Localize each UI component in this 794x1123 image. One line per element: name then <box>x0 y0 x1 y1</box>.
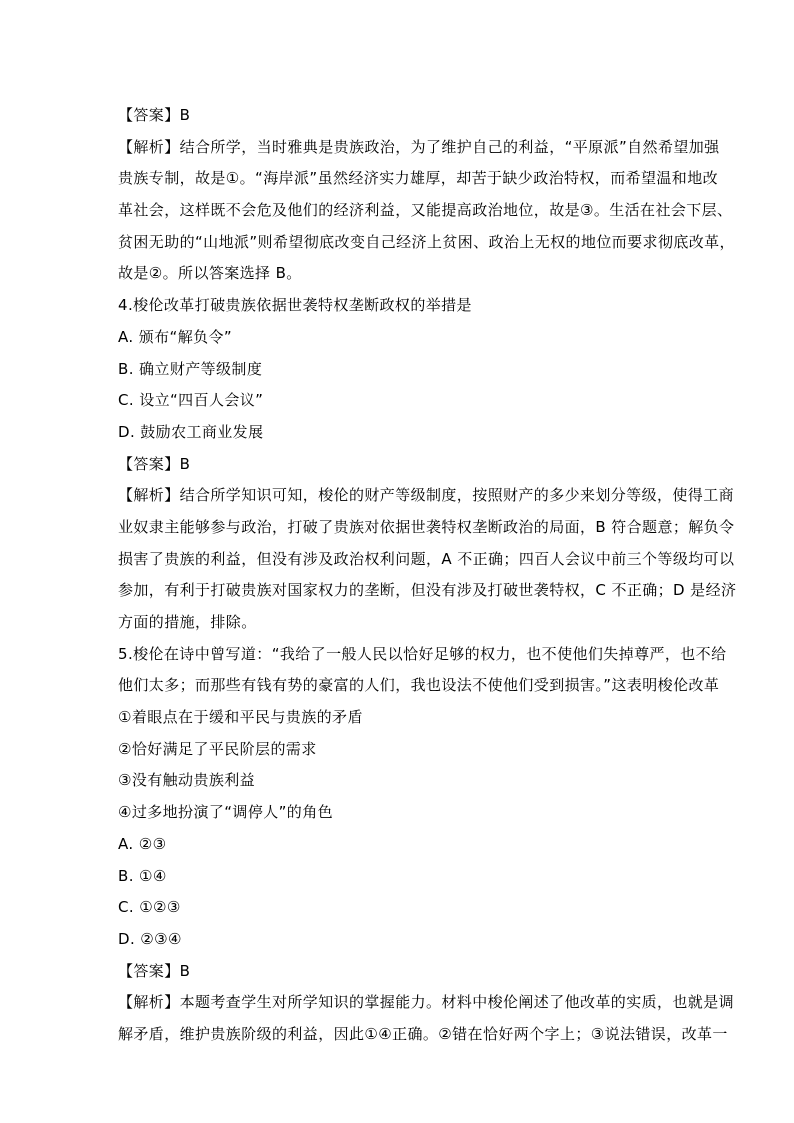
answer-label: 【答案】B <box>118 961 191 980</box>
analysis-text: 革社会，这样既不会危及他们的经济利益，又能提高政治地位，故是③。生活在社会下层、 <box>118 201 733 220</box>
document-body <box>118 100 737 1051</box>
analysis-text: 贫困无助的“山地派”则希望彻底改变自己经济上贫困、政治上无权的地位而要求彻底改革， <box>118 232 735 251</box>
analysis-text: 业奴隶主能够参与政治，打破了贵族对依据世袭特权垄断政治的局面，B 符合题意；解负令 <box>118 517 735 536</box>
analysis-text: 故是②。所以答案选择 B。 <box>118 264 302 283</box>
statement-item: ④过多地扮演了“调停人”的角色 <box>118 803 333 822</box>
option-d: D. 鼓励农工商业发展 <box>118 422 264 441</box>
analysis-text: 贵族专制，故是①。“海岸派”虽然经济实力雄厚，却苦于缺少政治特权，而希望温和地改 <box>118 169 718 188</box>
question-stem: 5.梭伦在诗中曾写道：“我给了一般人民以恰好足够的权力，也不使他们失掉尊严，也不给 <box>118 644 727 663</box>
option-b: B. 确立财产等级制度 <box>118 359 263 378</box>
analysis-text: 解矛盾，维护贵族阶级的利益，因此①④正确。②错在恰好两个字上；③说法错误，改革一 <box>118 1024 728 1043</box>
analysis-text: 【解析】结合所学，当时雅典是贵族政治，为了维护自己的利益，“平原派”自然希望加强 <box>118 137 720 156</box>
option-d: D. ②③④ <box>118 929 182 948</box>
option-c: C. ①②③ <box>118 898 181 917</box>
answer-label: 【答案】B <box>118 106 191 124</box>
option-a: A. 颁布“解负令” <box>118 327 233 346</box>
analysis-text: 损害了贵族的利益，但没有涉及政治权利问题，A 不正确；四百人会议中前三个等级均可以 <box>118 549 735 568</box>
analysis-text: 【解析】结合所学知识可知，梭伦的财产等级制度，按照财产的多少来划分等级，使得工商 <box>118 486 735 505</box>
option-a: A. ②③ <box>118 834 167 853</box>
statement-item: ①着眼点在于缓和平民与贵族的矛盾 <box>118 708 363 727</box>
question-stem: 4.梭伦改革打破贵族依据世袭特权垄断政权的举措是 <box>118 296 472 315</box>
option-c: C. 设立“四百人会议” <box>118 391 264 410</box>
answer-label: 【答案】B <box>118 454 191 473</box>
statement-item: ②恰好满足了平民阶层的需求 <box>118 739 317 758</box>
analysis-text: 【解析】本题考查学生对所学知识的掌握能力。材料中梭伦阐述了他改革的实质，也就是调 <box>118 993 735 1012</box>
statement-item: ③没有触动贵族利益 <box>118 771 256 790</box>
analysis-text: 方面的措施，排除。 <box>118 613 257 631</box>
option-b: B. ①④ <box>118 866 167 885</box>
analysis-text: 参加，有利于打破贵族对国家权力的垄断，但没有涉及打破世袭特权，C 不正确；D 是经济 <box>118 581 737 600</box>
question-stem: 他们太多；而那些有钱有势的豪富的人们，我也设法不使他们受到损害。”这表明梭伦改革 <box>118 676 720 695</box>
